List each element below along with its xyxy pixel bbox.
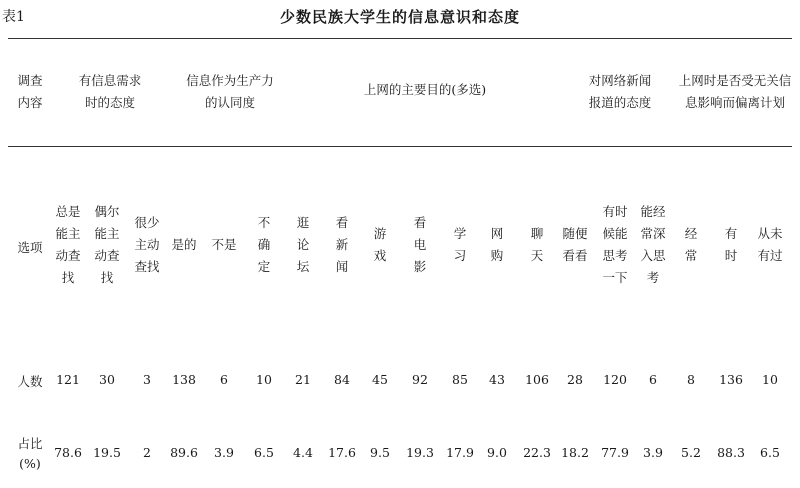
option-header [672, 223, 710, 267]
option-line: 电 [413, 237, 427, 252]
ratio-cell: 6.5 [254, 445, 274, 460]
ratio-cell: 77.9 [601, 445, 629, 460]
option-header [165, 234, 203, 256]
option-line: 看 [335, 215, 349, 230]
count-cell: 138 [172, 372, 196, 387]
header-info-need-attitude [55, 70, 165, 114]
option-header [401, 212, 439, 278]
ratio-cell: 78.6 [54, 445, 82, 460]
table-number: 表1 [2, 9, 25, 25]
header-line: 的认同度 [204, 95, 255, 110]
option-line: 聊 [530, 226, 544, 241]
option-header [634, 201, 672, 289]
ratio-cell: 6.5 [760, 445, 780, 460]
option-header [88, 201, 126, 289]
count-cell: 3 [143, 372, 151, 387]
count-cell: 21 [295, 372, 311, 387]
option-line: 游 [373, 226, 387, 241]
count-cell: 84 [334, 372, 350, 387]
option-header [128, 212, 166, 278]
option-line: 戏 [373, 248, 387, 263]
option-line: 看 [413, 215, 427, 230]
count-cell: 136 [719, 372, 743, 387]
option-line: 能主 [55, 226, 81, 241]
header-line: 内容 [17, 95, 43, 110]
option-header [49, 201, 87, 289]
ratio-label-line: 占比 [17, 436, 43, 451]
count-cell: 30 [99, 372, 115, 387]
ratio-cell: 89.6 [170, 445, 198, 460]
option-line: 从未 [757, 226, 783, 241]
option-line: 确 [257, 237, 271, 252]
option-line: 找 [100, 270, 114, 285]
option-line: 能主 [94, 226, 120, 241]
header-news-attitude [570, 70, 670, 114]
option-line: 不是 [211, 237, 237, 252]
option-line: 新 [335, 237, 349, 252]
count-cell: 120 [603, 372, 627, 387]
option-line: 购 [490, 248, 504, 263]
option-line: 有 [724, 226, 738, 241]
count-cell: 10 [256, 372, 272, 387]
option-line: 随便 [562, 226, 588, 241]
ratio-cell: 18.2 [561, 445, 589, 460]
ratio-cell: 88.3 [717, 445, 745, 460]
header-main-purpose [300, 79, 550, 101]
option-line: 查找 [134, 259, 160, 274]
header-line: 对网络新闻 [588, 73, 652, 88]
option-header [596, 201, 634, 289]
count-cell: 45 [372, 372, 388, 387]
option-line: 思考 [602, 248, 628, 263]
option-line: 论 [296, 237, 310, 252]
header-divider-rule [8, 146, 792, 147]
option-line: 考 [646, 270, 660, 285]
option-line: 总是 [55, 204, 81, 219]
ratio-cell: 17.6 [328, 445, 356, 460]
option-line: 坛 [296, 259, 310, 274]
option-line: 经 [684, 226, 698, 241]
row-label-count: 人数 [17, 374, 43, 389]
count-cell: 6 [649, 372, 657, 387]
count-cell: 121 [56, 372, 80, 387]
ratio-cell: 4.4 [293, 445, 313, 460]
option-line: 网 [490, 226, 504, 241]
ratio-cell: 22.3 [523, 445, 551, 460]
option-line: 动查 [94, 248, 120, 263]
option-line: 学 [453, 226, 467, 241]
option-line: 能经 [640, 204, 666, 219]
option-line: 动查 [55, 248, 81, 263]
header-line: 上网时是否受无关信 [678, 73, 792, 88]
header-line: 调查 [17, 73, 43, 88]
option-line: 很少 [134, 215, 160, 230]
table-title: 少数民族大学生的信息意识和态度 [279, 8, 520, 26]
option-line: 逛 [296, 215, 310, 230]
option-line: 主动 [134, 237, 160, 252]
ratio-cell: 3.9 [214, 445, 234, 460]
header-line: 有信息需求 [78, 73, 142, 88]
option-line: 常深 [640, 226, 666, 241]
count-cell: 85 [452, 372, 468, 387]
count-cell: 106 [525, 372, 549, 387]
count-cell: 43 [489, 372, 505, 387]
option-line: 入思 [640, 248, 666, 263]
option-line: 闻 [335, 259, 349, 274]
option-line: 看看 [562, 248, 588, 263]
count-cell: 92 [412, 372, 428, 387]
option-line: 影 [413, 259, 427, 274]
option-line: 常 [684, 248, 698, 263]
header-line: 上网的主要目的(多选) [363, 82, 487, 97]
option-header [284, 212, 322, 278]
ratio-cell: 3.9 [643, 445, 663, 460]
option-line: 时 [724, 248, 738, 263]
option-line: 找 [61, 270, 75, 285]
ratio-cell: 5.2 [681, 445, 701, 460]
header-survey-content [10, 70, 50, 114]
count-cell: 10 [762, 372, 778, 387]
ratio-cell: 17.9 [446, 445, 474, 460]
option-line: 定 [257, 259, 271, 274]
count-cell: 6 [220, 372, 228, 387]
ratio-cell: 19.3 [406, 445, 434, 460]
option-line: 候能 [602, 226, 628, 241]
option-line: 习 [453, 248, 467, 263]
ratio-cell: 2 [143, 445, 151, 460]
header-line: 息影响而偏离计划 [684, 95, 785, 110]
row-label-ratio [10, 434, 50, 474]
option-header [361, 223, 399, 267]
option-line: 偶尔 [94, 204, 120, 219]
count-cell: 28 [567, 372, 583, 387]
header-line: 信息作为生产力 [186, 73, 274, 88]
option-line: 不 [257, 215, 271, 230]
header-line: 时的态度 [84, 95, 135, 110]
option-line: 是的 [171, 237, 197, 252]
option-line: 天 [530, 248, 544, 263]
header-line: 报道的态度 [588, 95, 652, 110]
ratio-label-line: (%) [19, 456, 41, 471]
ratio-cell: 9.0 [487, 445, 507, 460]
option-header [751, 223, 789, 267]
option-header [323, 212, 361, 278]
option-header [441, 223, 479, 267]
top-rule [8, 38, 792, 39]
count-cell: 8 [687, 372, 695, 387]
header-productivity-recognition [170, 70, 290, 114]
option-header [556, 223, 594, 267]
row-label-options: 选项 [17, 240, 43, 255]
option-header [245, 212, 283, 278]
option-header [518, 223, 556, 267]
option-line: 有过 [757, 248, 783, 263]
option-header [712, 223, 750, 267]
header-distraction [670, 70, 800, 114]
ratio-cell: 9.5 [370, 445, 390, 460]
option-line: 一下 [602, 270, 628, 285]
option-line: 有时 [602, 204, 628, 219]
option-header [478, 223, 516, 267]
ratio-cell: 19.5 [93, 445, 121, 460]
option-header [205, 234, 243, 256]
